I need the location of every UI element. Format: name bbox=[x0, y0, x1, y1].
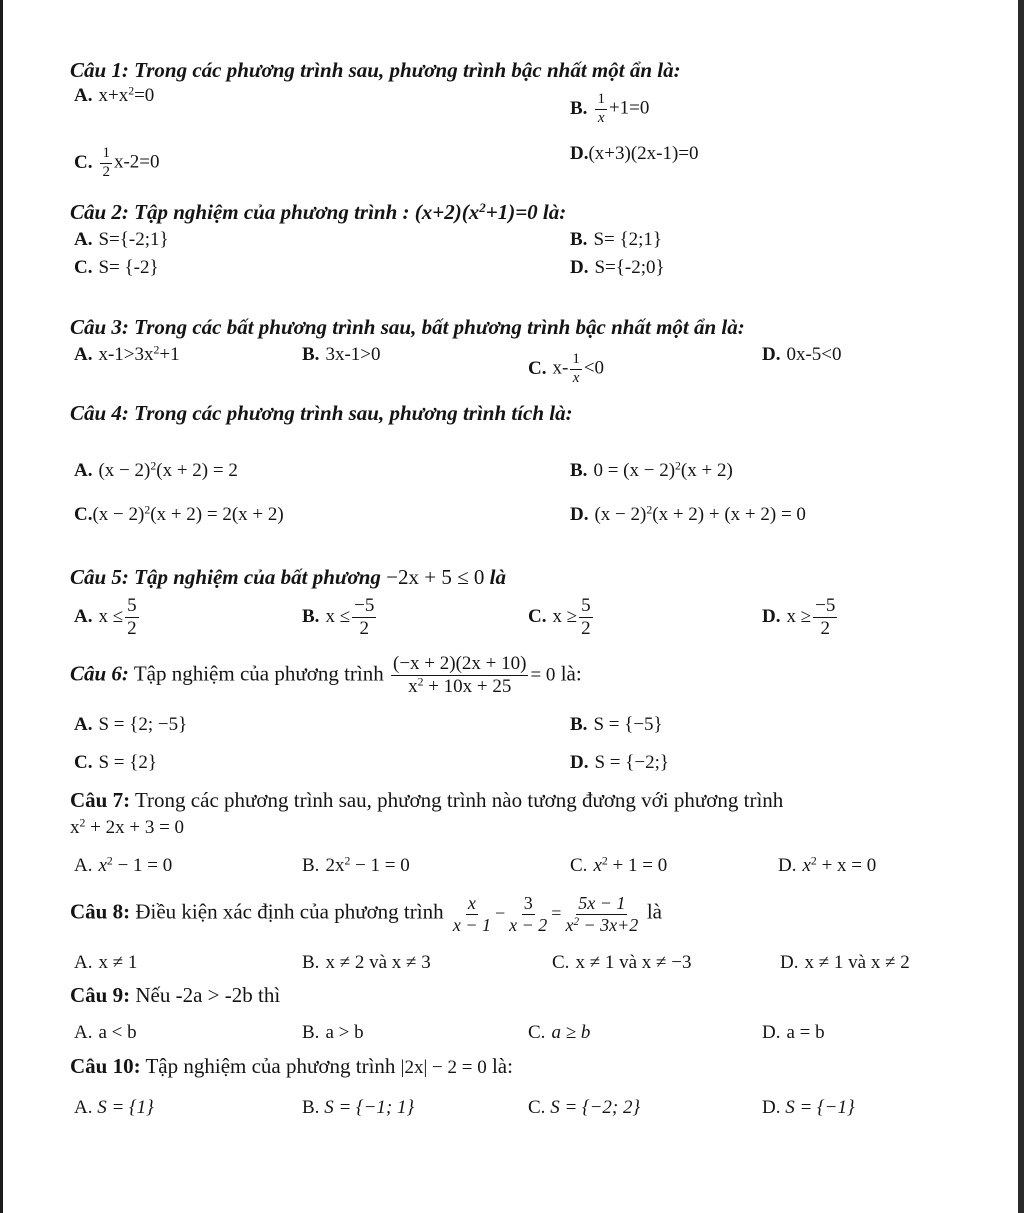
q2-option-a: A. S={-2;1} bbox=[74, 229, 169, 250]
question-2-title: Câu 2: Tập nghiệm của phương trình : $(x+2)(x^2+1)=0$ là: bbox=[70, 199, 567, 224]
q10-option-b: B. S = {−1; 1} bbox=[302, 1097, 415, 1118]
q4-option-c: $C.(x - 2)^2(x + 2) = 2(x + 2)$ bbox=[74, 503, 284, 525]
q1-c-label: C. bbox=[74, 151, 93, 173]
question-7-equation: $x^2 + 2x + 3 = 0$ bbox=[70, 816, 185, 838]
fraction: $\frac{1}{x}$ bbox=[572, 351, 580, 386]
q6-option-c: C. S = {2} bbox=[74, 752, 158, 773]
fraction: $\frac{5}{2}$ bbox=[581, 595, 591, 639]
q4-option-d: D. $(x - 2)^2(x + 2) + (x + 2) = 0$ bbox=[570, 503, 806, 525]
fraction: $\frac{3}{x - 2}$ bbox=[509, 893, 548, 935]
worksheet-page bbox=[4, 0, 1016, 1213]
q10-option-a: A. S = {1} bbox=[74, 1097, 154, 1118]
fraction: $\frac{1}{x}$ bbox=[597, 91, 605, 126]
q8-option-b: B. x ≠ 2 và x ≠ 3 bbox=[302, 952, 431, 973]
q2-option-d: D. S={-2;0} bbox=[570, 257, 665, 278]
q9-option-c: C. a ≥ b bbox=[528, 1022, 591, 1043]
q7-option-d: D. $x^2 + x = 0$ bbox=[778, 854, 877, 876]
q9-option-a: A. a < b bbox=[74, 1022, 137, 1043]
q6-option-a: A. S = {2; −5} bbox=[74, 714, 188, 735]
q10-option-d: D. S = {−1} bbox=[762, 1097, 855, 1118]
question-3-title: Câu 3: Trong các bất phương trình sau, bất phương trình bậc nhất một ẩn là: bbox=[70, 315, 745, 339]
fraction: $\frac{-5}{2}$ bbox=[354, 595, 375, 639]
q8-option-d: D. x ≠ 1 và x ≠ 2 bbox=[780, 952, 910, 973]
q7-option-a: A. $x^2 - 1 = 0$ bbox=[74, 854, 173, 876]
q3-option-c: C. x- $\frac{1}{x}$ <0 bbox=[528, 351, 605, 386]
left-border bbox=[0, 0, 3, 1213]
q10-option-c: C. S = {−2; 2} bbox=[528, 1097, 641, 1118]
question-1-title: Câu 1: Trong các phương trình sau, phương trình bậc nhất một ẩn là: bbox=[70, 58, 681, 82]
q6-option-b: B. S = {−5} bbox=[570, 714, 663, 735]
q5-option-b: B. x ≤ $\frac{-5}{2}$ bbox=[302, 595, 375, 639]
fraction: $\frac{5}{2}$ bbox=[127, 595, 137, 639]
question-7-title: Câu 7: Trong các phương trình sau, phương trình nào tương đương với phương trình bbox=[70, 788, 784, 812]
q7-option-b: B. $2x^2 - 1 = 0$ bbox=[302, 854, 410, 876]
q9-option-b: B. a > b bbox=[302, 1022, 364, 1043]
fraction: $\frac{x}{x - 1}$ bbox=[452, 893, 491, 935]
q1-option-c: C. $\frac{1}{2}$ x-2=0 bbox=[74, 145, 160, 180]
q5-option-a: A. x ≤ $\frac{5}{2}$ bbox=[74, 595, 137, 639]
q9-option-d: D. a = b bbox=[762, 1022, 825, 1043]
q3-option-a: A. $x-1>3x^2+1$ bbox=[74, 343, 180, 365]
q8-option-c: C. x ≠ 1 và x ≠ −3 bbox=[552, 952, 692, 973]
fraction: $\frac{(-x + 2)(2x + 10)}{x^2 + 10x + 25}$ bbox=[393, 653, 527, 697]
q3-option-b: B. 3x-1>0 bbox=[302, 344, 381, 365]
q1-option-a: A. $x+x^2=0$ bbox=[74, 84, 155, 106]
q7-option-c: C. $x^2 + 1 = 0$ bbox=[570, 854, 668, 876]
fraction: $\frac{5x - 1}{x^2 - 3x+2}$ bbox=[565, 893, 639, 935]
q1-b-label: B. bbox=[570, 97, 588, 119]
q2-option-c: C. S= {-2} bbox=[74, 257, 159, 278]
q5-option-d: D. x ≥ $\frac{-5}{2}$ bbox=[762, 595, 836, 639]
q2-option-b: B. S= {2;1} bbox=[570, 229, 662, 250]
question-6-title: Câu 6: Tập nghiệm của phương trình $\frac{(-x + 2)(2x + 10)}{x^2 + 10x + 25}$ = 0 là: bbox=[70, 653, 582, 697]
question-8-title: Câu 8: Điều kiện xác định của phương trình $\frac{x}{x - 1}$ − $\frac{3}{x - 2}$ = $\frac{5x - 1}{x^2 - 3x+2}$ là bbox=[70, 893, 662, 935]
q4-option-b: B. $0 = (x - 2)^2(x + 2)$ bbox=[570, 459, 733, 481]
q8-option-a: A. x ≠ 1 bbox=[74, 952, 138, 973]
question-9-title: Câu 9: Nếu -2a > -2b thì bbox=[70, 983, 281, 1007]
q4-option-a: A. $(x - 2)^2(x + 2) = 2$ bbox=[74, 459, 238, 481]
q1-a-label: A. bbox=[74, 85, 93, 106]
q6-option-d: D. S = {−2;} bbox=[570, 752, 669, 773]
right-border bbox=[1018, 0, 1024, 1213]
fraction: $\frac{-5}{2}$ bbox=[815, 595, 836, 639]
question-5-title: Câu 5: Tập nghiệm của bất phương −2x + 5 ≤ 0 là bbox=[70, 565, 506, 589]
question-10-title: Câu 10: Tập nghiệm của phương trình |2x| − 2 = 0 là: bbox=[70, 1054, 513, 1078]
q1-option-d: D.(x+3)(2x-1)=0 bbox=[570, 143, 699, 164]
q5-option-c: C. x ≥ $\frac{5}{2}$ bbox=[528, 595, 591, 639]
q1-option-b: B. $\frac{1}{x}$ +1=0 bbox=[570, 91, 650, 126]
question-4-title: Câu 4: Trong các phương trình sau, phương trình tích là: bbox=[70, 401, 573, 425]
fraction: $\frac{1}{2}$ bbox=[102, 145, 110, 180]
q3-option-d: D. 0x-5<0 bbox=[762, 344, 842, 365]
